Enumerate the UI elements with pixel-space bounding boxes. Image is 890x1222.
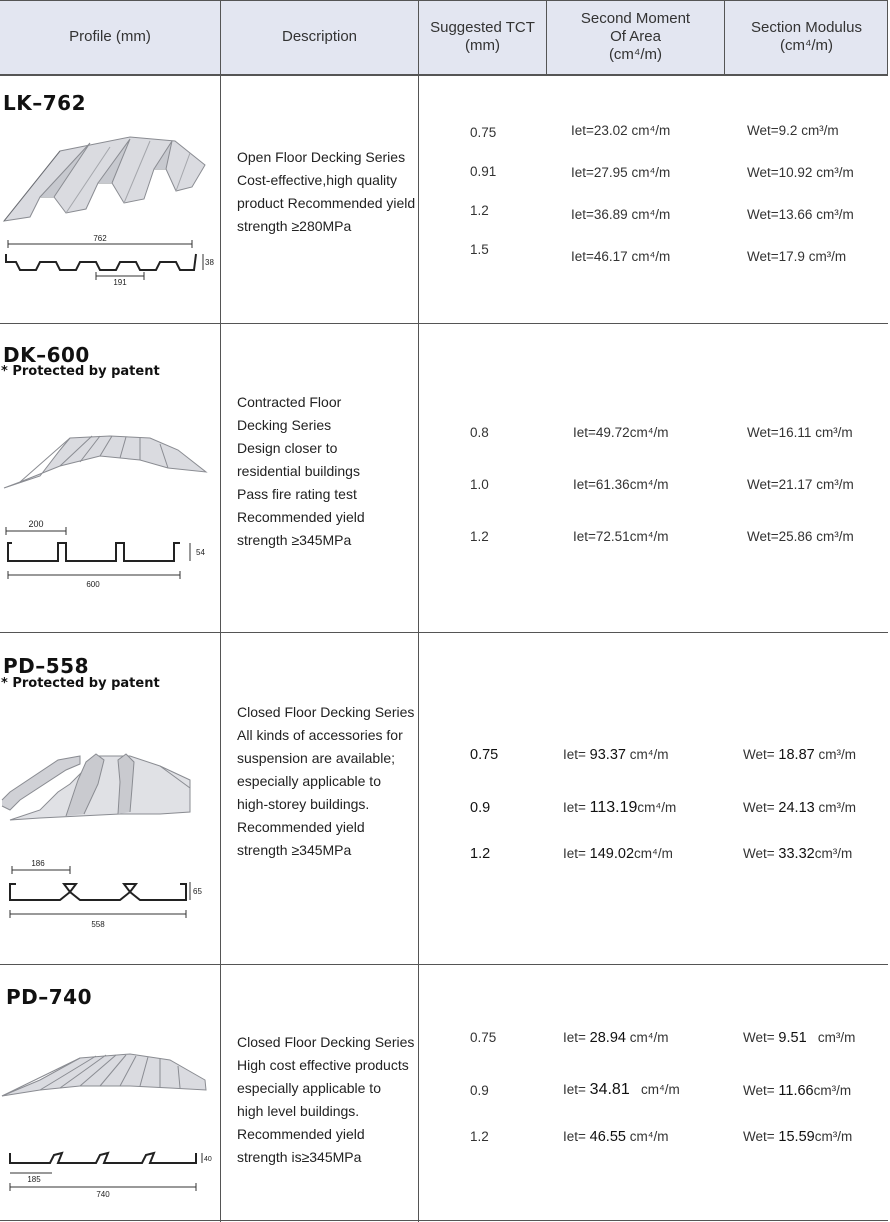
modulus-unit: cm³/m: [814, 846, 853, 861]
moment-number: 49.72: [595, 425, 630, 440]
moment-prefix: Iet=: [563, 1082, 586, 1097]
modulus-prefix: Wet=: [743, 1030, 775, 1045]
moment-number: 61.36: [595, 477, 630, 492]
product-name: PD–740: [6, 985, 93, 1009]
rule-col-1: [220, 0, 221, 1222]
dim-pitch: 191: [113, 278, 127, 287]
moment-unit: cm⁴/m: [629, 477, 669, 492]
modulus-number: 16.11: [778, 425, 812, 440]
modulus-prefix: Wet=: [743, 1083, 775, 1098]
description-line: strength ≥345MPa: [237, 842, 352, 858]
header-description: [221, 0, 418, 74]
modulus-value: [747, 207, 854, 222]
description-line: residential buildings: [237, 463, 360, 479]
modulus-prefix: Wet=: [747, 165, 779, 180]
moment-prefix: Iet=: [563, 1129, 586, 1144]
rule-col-5: [887, 0, 888, 75]
modulus-unit: cm³/m: [814, 1129, 853, 1144]
modulus-prefix: Wet=: [747, 425, 779, 440]
description-line: product Recommended yield: [237, 195, 416, 211]
moment-number: 93.37: [589, 747, 626, 763]
moment-value: [571, 207, 670, 222]
description-line: Open Floor Decking Series: [237, 149, 406, 165]
moment-unit: cm⁴/m: [629, 529, 669, 544]
moment-unit: cm⁴/m: [629, 747, 669, 762]
tct-value: 1.2: [470, 529, 489, 544]
dim-width: 762: [93, 234, 107, 243]
description-line: strength is≥345MPa: [237, 1149, 362, 1165]
product-name: LK–762: [3, 91, 86, 115]
moment-value: [573, 477, 669, 492]
tct-value: 1.0: [470, 477, 489, 492]
moment-number: 28.94: [589, 1030, 626, 1046]
moment-number: 27.95: [593, 165, 628, 180]
moment-unit: cm⁴/m: [634, 846, 673, 861]
patent-note: * Protected by patent: [1, 364, 160, 379]
deck-sheet-image: [0, 430, 215, 495]
product-name: PD–558: [3, 654, 90, 678]
dim-pitch: 186: [31, 859, 45, 868]
moment-value: [573, 425, 669, 440]
moment-number: 46.17: [593, 249, 628, 264]
description-line: Recommended yield: [237, 509, 365, 525]
deck-sheet-image: [0, 1050, 215, 1100]
dim-pitch: 200: [28, 519, 44, 529]
dim-width: 558: [91, 920, 105, 929]
description-line: Closed Floor Decking Series: [237, 704, 415, 720]
moment-unit: cm⁴/m: [629, 425, 669, 440]
product-description: [237, 146, 417, 238]
rule-col-2: [418, 0, 419, 1222]
moment-value: [571, 123, 670, 138]
modulus-value: [747, 249, 846, 264]
modulus-number: 17.9: [778, 249, 805, 264]
modulus-value: [747, 529, 854, 544]
modulus-prefix: Wet=: [747, 529, 779, 544]
deck-sheet-image: [0, 752, 215, 824]
modulus-prefix: Wet=: [747, 123, 779, 138]
modulus-value: [743, 1030, 855, 1046]
profile-section-drawing: [0, 1145, 218, 1201]
moment-prefix: Iet=: [573, 425, 596, 440]
modulus-number: 15.59: [778, 1129, 815, 1145]
moment-unit: cm⁴/m: [629, 1030, 669, 1045]
dim-height: 40: [204, 1156, 212, 1163]
header-modulus-line1: Section Modulus: [751, 19, 862, 36]
description-line: high level buildings.: [237, 1103, 360, 1119]
product-description: [237, 1031, 417, 1169]
modulus-number: 33.32: [778, 846, 815, 862]
description-line: Decking Series: [237, 417, 332, 433]
modulus-prefix: Wet=: [743, 846, 775, 861]
moment-number: 34.81: [589, 1081, 630, 1098]
rule-row-1: [0, 323, 888, 324]
tct-value: 0.8: [470, 425, 489, 440]
modulus-unit: cm³/m: [815, 425, 853, 440]
modulus-value: [743, 1083, 851, 1099]
tct-value: 0.75: [470, 125, 497, 140]
description-line: especially applicable to: [237, 773, 381, 789]
description-line: High cost effective products: [237, 1057, 409, 1073]
modulus-value: [747, 123, 839, 138]
moment-value: [563, 846, 673, 862]
tct-value: 0.75: [470, 747, 499, 763]
modulus-number: 10.92: [778, 165, 813, 180]
moment-prefix: Iet=: [571, 249, 594, 264]
description-line: suspension are available;: [237, 750, 395, 766]
header-moment: [547, 0, 724, 74]
moment-unit: cm⁴/m: [631, 207, 671, 222]
modulus-prefix: Wet=: [747, 477, 779, 492]
modulus-unit: cm³/m: [813, 1083, 852, 1098]
moment-value: [571, 165, 670, 180]
moment-value: [571, 249, 670, 264]
product-description: [237, 701, 417, 862]
modulus-unit: cm³/m: [817, 1030, 856, 1045]
dim-height: 54: [196, 548, 205, 557]
moment-unit: cm⁴/m: [631, 123, 671, 138]
header-tct-line1: Suggested TCT: [430, 19, 535, 36]
modulus-value: [743, 747, 856, 763]
modulus-unit: cm³/m: [801, 123, 839, 138]
tct-value: 1.5: [470, 242, 489, 257]
tct-value: 0.9: [470, 800, 491, 816]
moment-value: [563, 1129, 669, 1145]
tct-value: 0.9: [470, 1083, 489, 1098]
modulus-prefix: Wet=: [743, 1129, 775, 1144]
header-modulus: [725, 0, 888, 74]
moment-unit: cm⁴/m: [637, 800, 677, 815]
moment-prefix: Iet=: [571, 165, 594, 180]
modulus-unit: cm³/m: [816, 529, 854, 544]
header-moment-line2: Of Area: [610, 28, 661, 45]
description-line: Recommended yield: [237, 819, 365, 835]
modulus-unit: cm³/m: [816, 477, 854, 492]
moment-unit: cm⁴/m: [640, 1082, 680, 1097]
header-profile-label: Profile (mm): [69, 28, 151, 45]
modulus-prefix: Wet=: [747, 249, 779, 264]
modulus-prefix: Wet=: [747, 207, 779, 222]
dim-height: 38: [205, 258, 214, 267]
moment-number: 23.02: [593, 123, 628, 138]
moment-number: 72.51: [595, 529, 630, 544]
modulus-number: 18.87: [778, 747, 815, 763]
header-moment-line1: Second Moment: [580, 10, 691, 27]
header-moment-line3: (cm⁴/m): [608, 46, 663, 63]
tct-value: 0.91: [470, 164, 497, 179]
moment-prefix: Iet=: [563, 800, 586, 815]
rule-row-2: [0, 632, 888, 633]
modulus-prefix: Wet=: [743, 800, 775, 815]
moment-unit: cm⁴/m: [631, 165, 671, 180]
profile-section-drawing: [0, 852, 218, 934]
description-line: Contracted Floor: [237, 394, 342, 410]
moment-value: [563, 799, 676, 817]
header-tct: [419, 0, 546, 74]
moment-prefix: Iet=: [571, 207, 594, 222]
modulus-number: 13.66: [778, 207, 813, 222]
modulus-prefix: Wet=: [743, 747, 775, 762]
rule-col-3: [546, 0, 547, 75]
description-line: high-storey buildings.: [237, 796, 370, 812]
moment-number: 46.55: [589, 1129, 626, 1145]
header-description-label: Description: [281, 28, 358, 45]
modulus-unit: cm³/m: [818, 747, 856, 762]
header-profile: [0, 0, 220, 74]
moment-value: [563, 1030, 669, 1046]
modulus-value: [747, 165, 854, 180]
moment-value: [573, 529, 669, 544]
moment-number: 36.89: [593, 207, 628, 222]
modulus-number: 9.51: [778, 1030, 807, 1046]
profile-section-drawing: [0, 515, 218, 593]
moment-prefix: Iet=: [563, 1030, 586, 1045]
profile-section-drawing: [0, 232, 218, 288]
description-line: Pass fire rating test: [237, 486, 357, 502]
moment-prefix: Iet=: [573, 477, 596, 492]
description-line: especially applicable to: [237, 1080, 381, 1096]
tct-value: 0.75: [470, 1030, 497, 1045]
description-line: Cost-effective,high quality: [237, 172, 398, 188]
moment-number: 149.02: [589, 846, 635, 862]
dim-width: 600: [86, 580, 100, 589]
moment-prefix: Iet=: [573, 529, 596, 544]
moment-prefix: Iet=: [571, 123, 594, 138]
dim-width: 740: [96, 1190, 110, 1199]
moment-unit: cm⁴/m: [631, 249, 671, 264]
tct-value: 1.2: [470, 846, 491, 862]
tct-value: 1.2: [470, 1129, 489, 1144]
description-line: Closed Floor Decking Series: [237, 1034, 415, 1050]
modulus-value: [747, 425, 853, 440]
rule-col-4: [724, 0, 725, 75]
modulus-value: [743, 846, 852, 862]
moment-value: [563, 747, 669, 763]
modulus-number: 21.17: [778, 477, 813, 492]
moment-unit: cm⁴/m: [629, 1129, 669, 1144]
moment-number: 113.19: [589, 799, 638, 816]
description-line: strength ≥345MPa: [237, 532, 352, 548]
description-line: Design closer to: [237, 440, 338, 456]
modulus-unit: cm³/m: [816, 165, 854, 180]
description-line: strength ≥280MPa: [237, 218, 352, 234]
product-description: [237, 391, 417, 552]
modulus-value: [743, 1129, 852, 1145]
modulus-unit: cm³/m: [816, 207, 854, 222]
modulus-value: [747, 477, 854, 492]
header-modulus-line2: (cm⁴/m): [779, 37, 834, 54]
modulus-number: 11.66: [778, 1083, 814, 1099]
dim-height: 65: [193, 887, 202, 896]
product-name: DK–600: [3, 343, 90, 367]
dim-pitch: 185: [27, 1175, 41, 1184]
modulus-number: 24.13: [778, 800, 815, 816]
modulus-unit: cm³/m: [818, 800, 856, 815]
rule-row-3: [0, 964, 888, 965]
rule-bottom: [0, 1220, 888, 1221]
rule-top: [0, 0, 888, 1]
modulus-unit: cm³/m: [808, 249, 847, 264]
modulus-number: 25.86: [778, 529, 813, 544]
modulus-number: 9.2: [778, 123, 798, 138]
rule-header-bottom: [0, 74, 888, 76]
tct-value: 1.2: [470, 203, 489, 218]
deck-sheet-image: [0, 125, 215, 225]
moment-value: [563, 1081, 680, 1099]
moment-prefix: Iet=: [563, 846, 586, 861]
moment-prefix: Iet=: [563, 747, 586, 762]
description-line: Recommended yield: [237, 1126, 365, 1142]
description-line: All kinds of accessories for: [237, 727, 403, 743]
modulus-value: [743, 800, 856, 816]
patent-note: * Protected by patent: [1, 676, 160, 691]
header-tct-line2: (mm): [465, 37, 500, 54]
